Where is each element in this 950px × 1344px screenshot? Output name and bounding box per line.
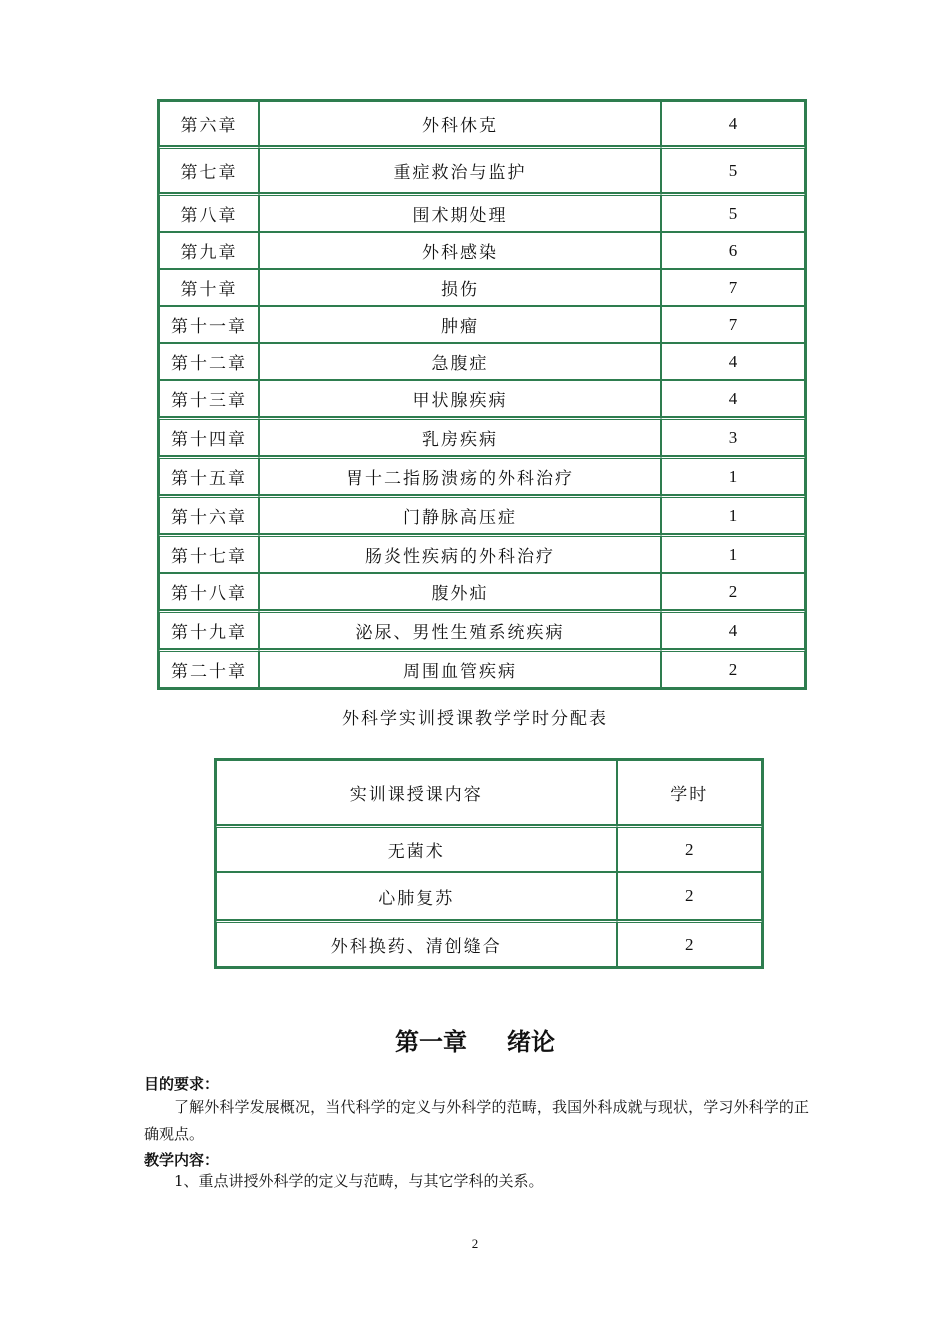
table-row [159, 101, 805, 146]
table-row [159, 573, 805, 610]
chapter-cell: 第十七章 [159, 534, 259, 573]
hours-cell: 1 [661, 456, 805, 495]
hours-cell: 5 [661, 193, 805, 232]
hours-cell: 4 [661, 343, 805, 380]
chapter-cell: 第六章 [159, 101, 259, 146]
table-row [159, 193, 805, 232]
hours-cell: 2 [617, 872, 763, 920]
table-row [159, 417, 805, 456]
content-label: 教学内容： [144, 1151, 220, 1169]
content-item: 1、重点讲授外科学的定义与范畴，与其它学科的关系。 [174, 1172, 544, 1190]
content-cell: 外科换药、清创缝合 [216, 920, 617, 967]
table-row [216, 872, 762, 920]
table-row [159, 610, 805, 649]
objectives-text: 了解外科学发展概况，当代科学的定义与外科学的范畴，我国外科成就与现状，学习外科学的正确观点。 [144, 1098, 809, 1143]
header-content-cell: 实训课授课内容 [216, 760, 617, 825]
table-row [159, 232, 805, 269]
chapter-cell: 第十八章 [159, 573, 259, 610]
table-row [159, 343, 805, 380]
table-header-row [216, 760, 762, 825]
content-cell: 心肺复苏 [216, 872, 617, 920]
chapter-name: 绪论 [507, 1027, 555, 1056]
title-cell: 外科休克 [259, 101, 661, 146]
chapter-cell: 第十一章 [159, 306, 259, 343]
chapter-cell: 第十章 [159, 269, 259, 306]
chapter-hours-table [157, 99, 807, 690]
page-number: 2 [471, 1236, 479, 1251]
chapter-cell: 第十二章 [159, 343, 259, 380]
chapter-cell: 第七章 [159, 146, 259, 193]
chapter-cell: 第二十章 [159, 649, 259, 688]
hours-cell: 4 [661, 101, 805, 146]
chapter-number: 第一章 [395, 1027, 467, 1056]
content-cell: 无菌术 [216, 825, 617, 872]
header-hours-cell: 学时 [617, 760, 763, 825]
title-cell: 胃十二指肠溃疡的外科治疗 [259, 456, 661, 495]
chapter-cell: 第十六章 [159, 495, 259, 534]
hours-cell: 7 [661, 269, 805, 306]
table-row [159, 269, 805, 306]
title-cell: 乳房疾病 [259, 417, 661, 456]
chapter-cell: 第十四章 [159, 417, 259, 456]
table-row [159, 495, 805, 534]
practical-table-caption: 外科学实训授课教学学时分配表 [342, 709, 608, 729]
title-cell: 泌尿、男性生殖系统疾病 [259, 610, 661, 649]
chapter-cell: 第十三章 [159, 380, 259, 417]
table-row [159, 534, 805, 573]
title-cell: 肿瘤 [259, 306, 661, 343]
title-cell: 外科感染 [259, 232, 661, 269]
chapter-cell: 第八章 [159, 193, 259, 232]
hours-cell: 2 [661, 573, 805, 610]
title-cell: 周围血管疾病 [259, 649, 661, 688]
table-row [216, 825, 762, 872]
hours-cell: 2 [617, 920, 763, 967]
table-row [159, 380, 805, 417]
hours-cell: 2 [661, 649, 805, 688]
table-row [216, 920, 762, 967]
title-cell: 甲状腺疾病 [259, 380, 661, 417]
chapter-cell: 第十九章 [159, 610, 259, 649]
chapter-cell: 第九章 [159, 232, 259, 269]
hours-cell: 3 [661, 417, 805, 456]
chapter-cell: 第十五章 [159, 456, 259, 495]
title-cell: 肠炎性疾病的外科治疗 [259, 534, 661, 573]
title-cell: 腹外疝 [259, 573, 661, 610]
hours-cell: 5 [661, 146, 805, 193]
objectives-label: 目的要求： [144, 1075, 220, 1093]
hours-cell: 7 [661, 306, 805, 343]
hours-cell: 6 [661, 232, 805, 269]
title-cell: 围术期处理 [259, 193, 661, 232]
table-row [159, 456, 805, 495]
title-cell: 损伤 [259, 269, 661, 306]
title-cell: 重症救治与监护 [259, 146, 661, 193]
table-row [159, 649, 805, 688]
practical-hours-table [214, 758, 764, 969]
hours-cell: 2 [617, 825, 763, 872]
title-cell: 急腹症 [259, 343, 661, 380]
table-row [159, 146, 805, 193]
table-row [159, 306, 805, 343]
chapter-heading [0, 1022, 950, 1057]
hours-cell: 1 [661, 534, 805, 573]
title-cell: 门静脉高压症 [259, 495, 661, 534]
hours-cell: 1 [661, 495, 805, 534]
hours-cell: 4 [661, 380, 805, 417]
hours-cell: 4 [661, 610, 805, 649]
